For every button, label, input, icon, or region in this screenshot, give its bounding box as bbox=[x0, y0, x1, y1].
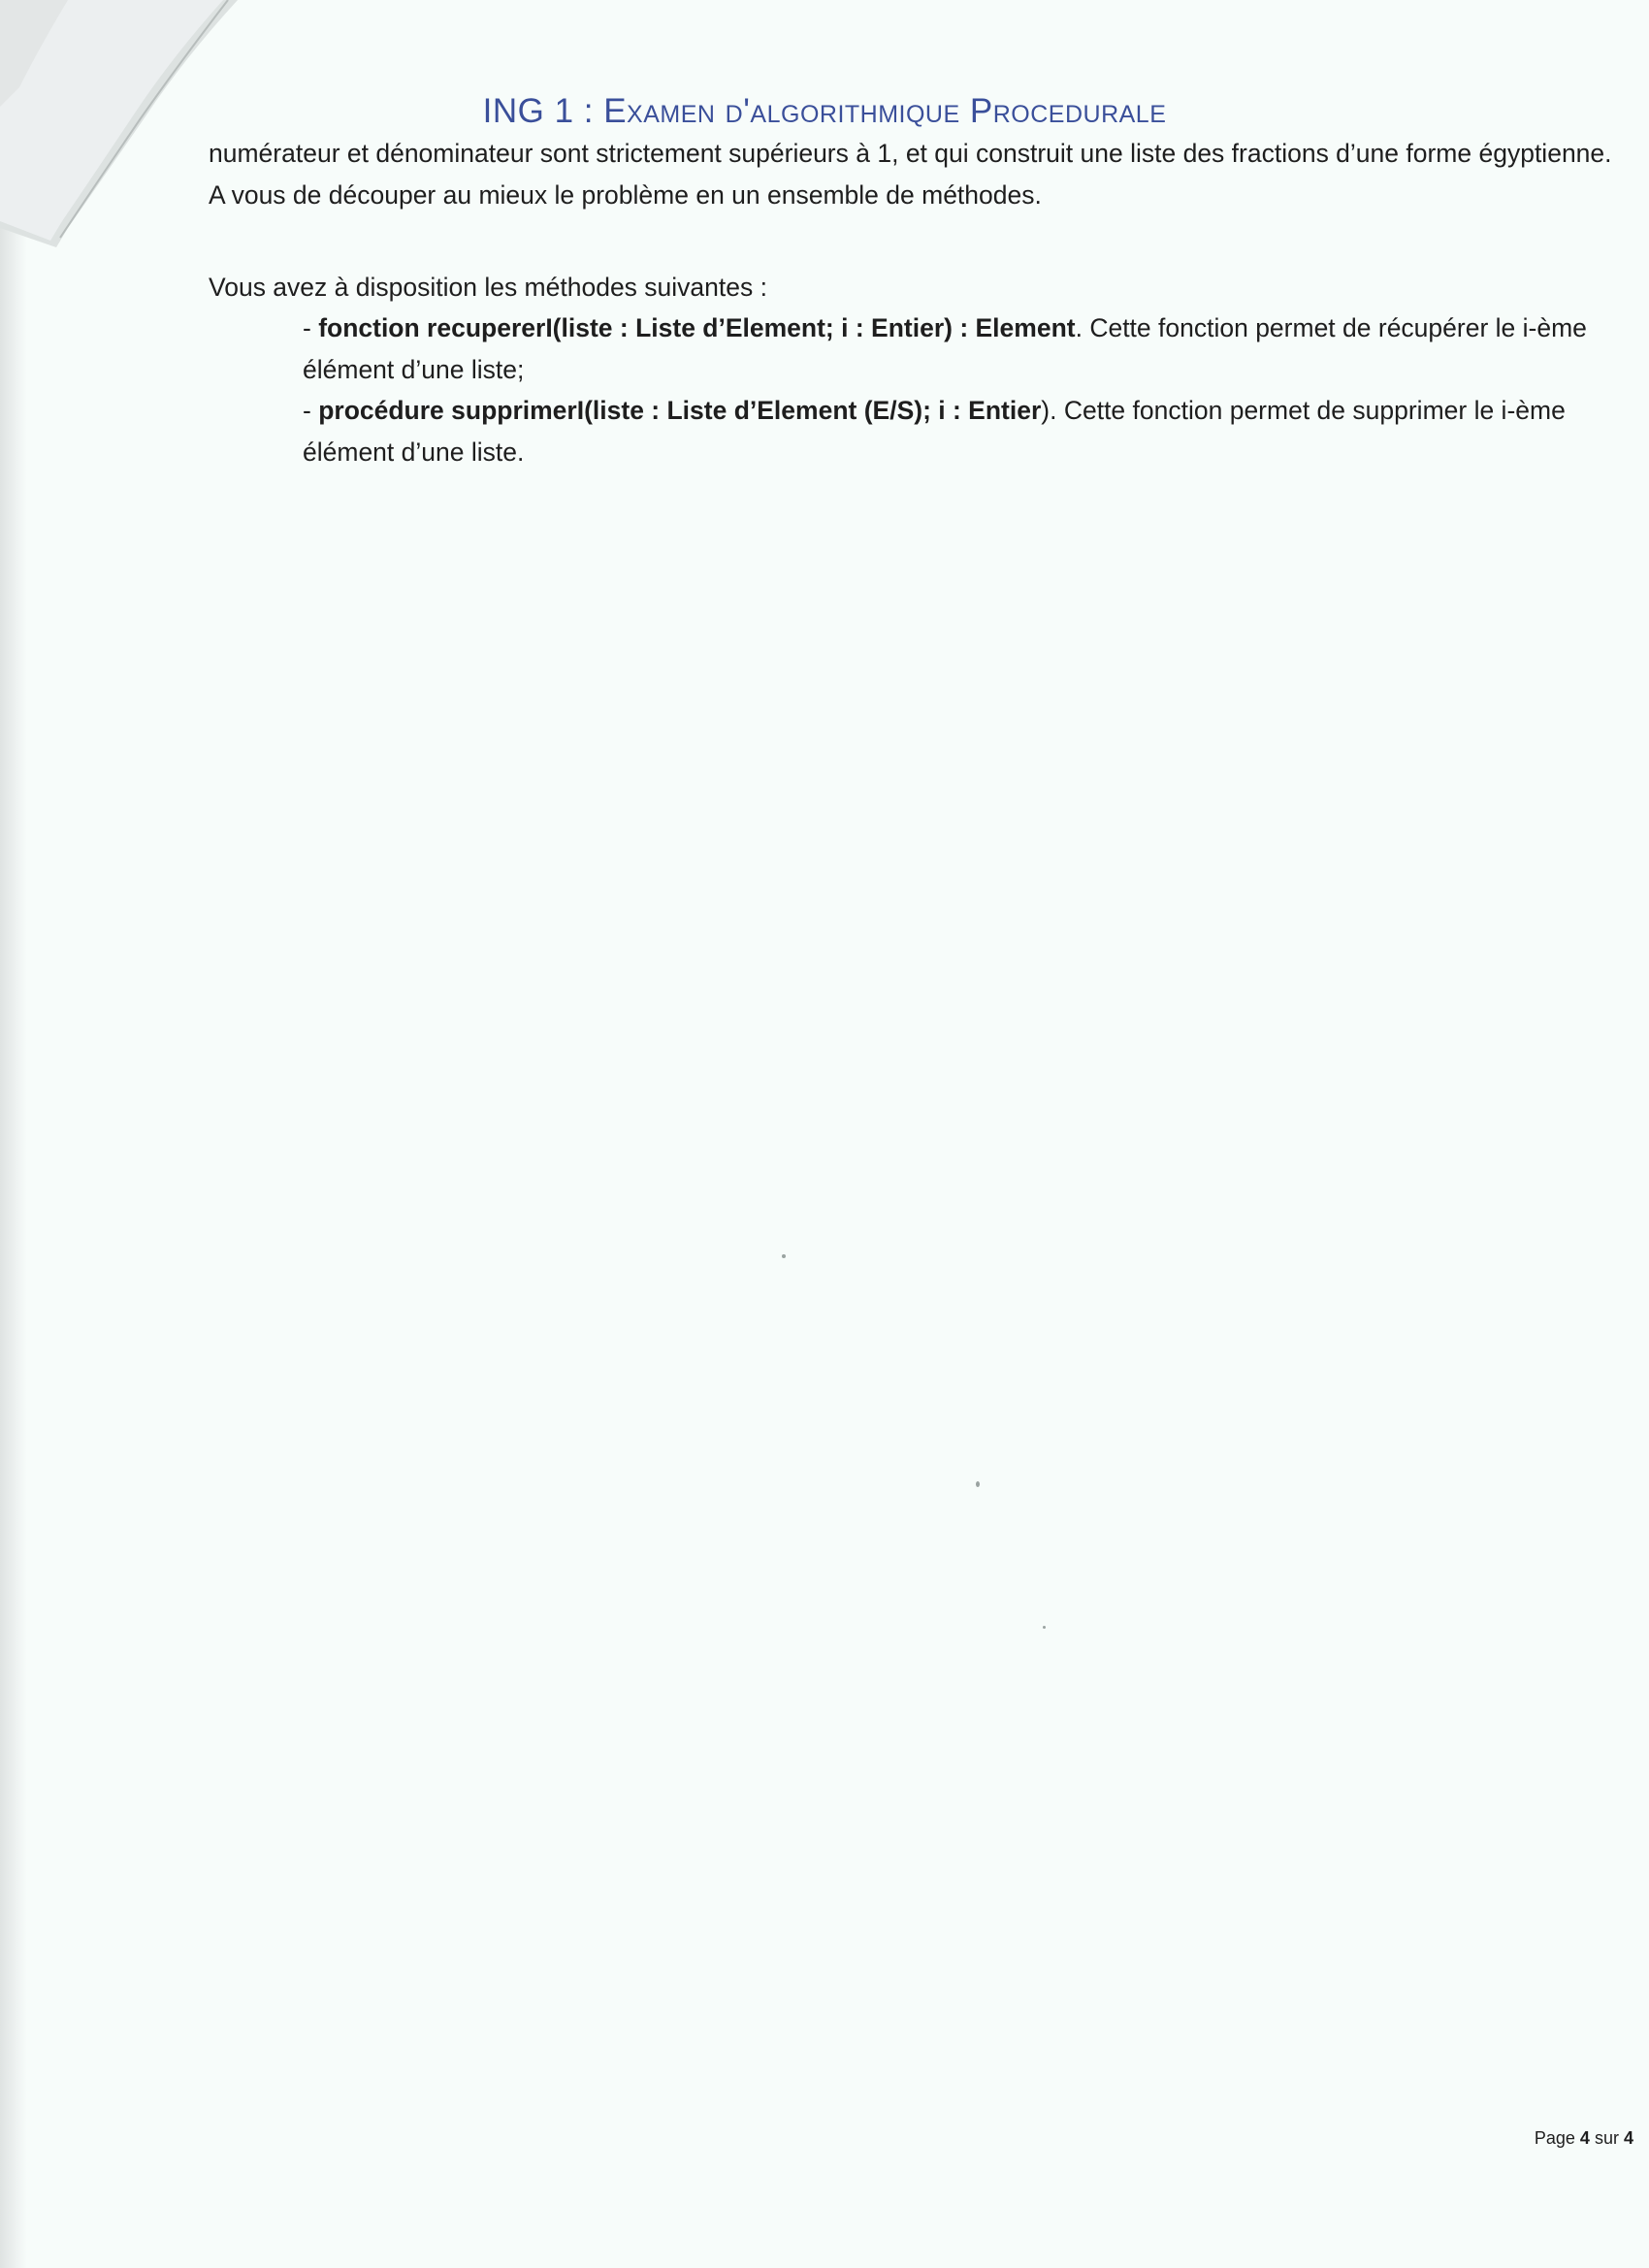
scan-speck bbox=[976, 1481, 980, 1487]
scan-speck bbox=[782, 1254, 786, 1258]
method-supprimeri bbox=[303, 390, 1632, 473]
page-number bbox=[1535, 2128, 1633, 2149]
page-title: ING 1 : Examen d'algorithmique Procedurale bbox=[482, 92, 1167, 130]
method-recupereri bbox=[303, 308, 1632, 391]
scan-edge-shadow bbox=[0, 0, 27, 2268]
page-total: 4 bbox=[1623, 2128, 1633, 2148]
paragraph-methods-intro: Vous avez à disposition les méthodes suivantes : bbox=[209, 273, 767, 302]
paragraph-intro: numérateur et dénominateur sont strictement supérieurs à 1, et qui construit une liste des fractions d’une forme égyptienne. A vous de découper au mieux le problème en un ensemble de méthodes. bbox=[209, 139, 1612, 210]
method-supprimeri-prefix: - bbox=[303, 396, 319, 425]
method-recupereri-signature: fonction recupererI(liste : Liste d’Element; i : Entier) : Element bbox=[318, 313, 1076, 342]
method-recupereri-description: . Cette fonction permet de récupérer le i-ème élément d’une liste; bbox=[303, 313, 1587, 384]
method-supprimeri-signature: procédure supprimerI(liste : Liste d’Element (E/S); i : Entier bbox=[318, 396, 1042, 425]
page-separator: sur bbox=[1594, 2128, 1619, 2148]
scan-speck bbox=[1043, 1626, 1046, 1629]
page-label: Page bbox=[1534, 2128, 1575, 2148]
method-recupereri-prefix: - bbox=[303, 313, 319, 342]
method-supprimeri-description: ). Cette fonction permet de supprimer le i-ème élément d’une liste. bbox=[303, 396, 1566, 467]
page-current: 4 bbox=[1579, 2128, 1590, 2148]
